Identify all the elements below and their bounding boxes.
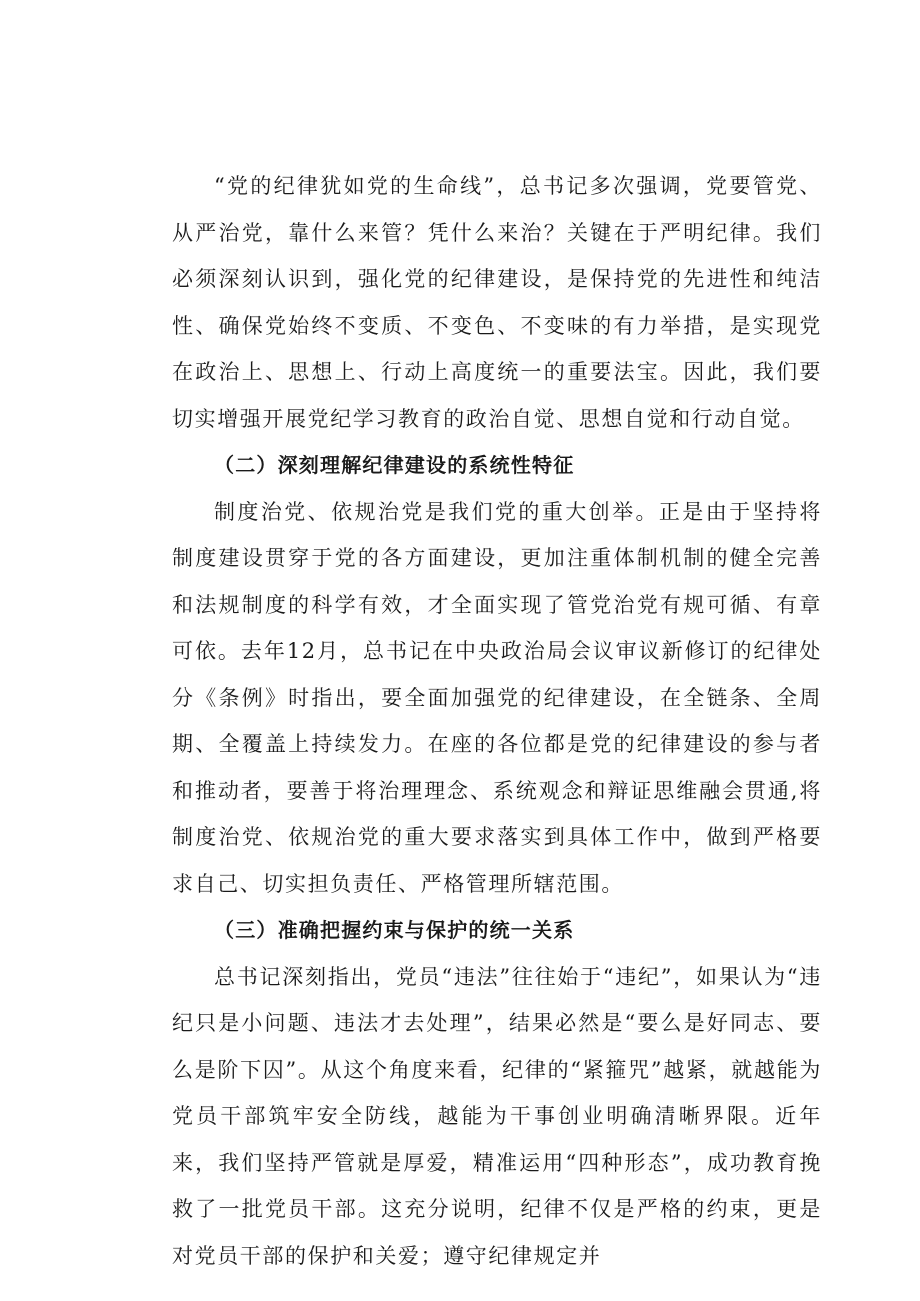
section-heading-3: （三）准确把握约束与保护的统一关系 <box>214 918 575 942</box>
document-body <box>172 163 822 1279</box>
section-heading-2: （二）深刻理解纪律建设的系统性特征 <box>214 453 575 477</box>
paragraph-discipline-lifeline: “党的纪律犹如党的生命线”，总书记多次强调，党要管党、从严治党，靠什么来管？凭什么来治？关键在于严明纪律。我们必须深刻认识到，强化党的纪律建设，是保持党的先进性和纯洁性、确保党始终不变质、不变色、不变味的有力举措，是实现党在政治上、思想上、行动上高度统一的重要法宝。因此，我们要切实增强开展党纪学习教育的政治自觉、思想自觉和行动自觉。 <box>172 174 822 431</box>
paragraph-constraint-protection: 总书记深刻指出，党员“违法”往往始于“违纪”，如果认为“违纪只是小问题、违法才去处理”，结果必然是“要么是好同志、要么是阶下囚”。从这个角度来看，纪律的“紧箍咒”越紧，就越能为党员干部筑牢安全防线，越能为干事创业明确清晰界限。近年来，我们坚持严管就是厚爱，精准运用“四种形态”，成功教育挽救了一批党员干部。这充分说明，纪律不仅是严格的约束，更是对党员干部的保护和关爱；遵守纪律规定并 <box>172 964 822 1268</box>
paragraph-systematic-nature: 制度治党、依规治党是我们党的重大创举。正是由于坚持将制度建设贯穿于党的各方面建设，更加注重体制机制的健全完善和法规制度的科学有效，才全面实现了管党治党有规可循、有章可依。去年12月，总书记在中央政治局会议审议新修订的纪律处分《条例》时指出，要全面加强党的纪律建设，在全链条、全周期、全覆盖上持续发力。在座的各位都是党的纪律建设的参与者和推动者，要善于将治理理念、系统观念和辩证思维融会贯通,将制度治党、依规治党的重大要求落实到具体工作中，做到严格要求自己、切实担负责任、严格管理所辖范围。 <box>172 499 822 896</box>
